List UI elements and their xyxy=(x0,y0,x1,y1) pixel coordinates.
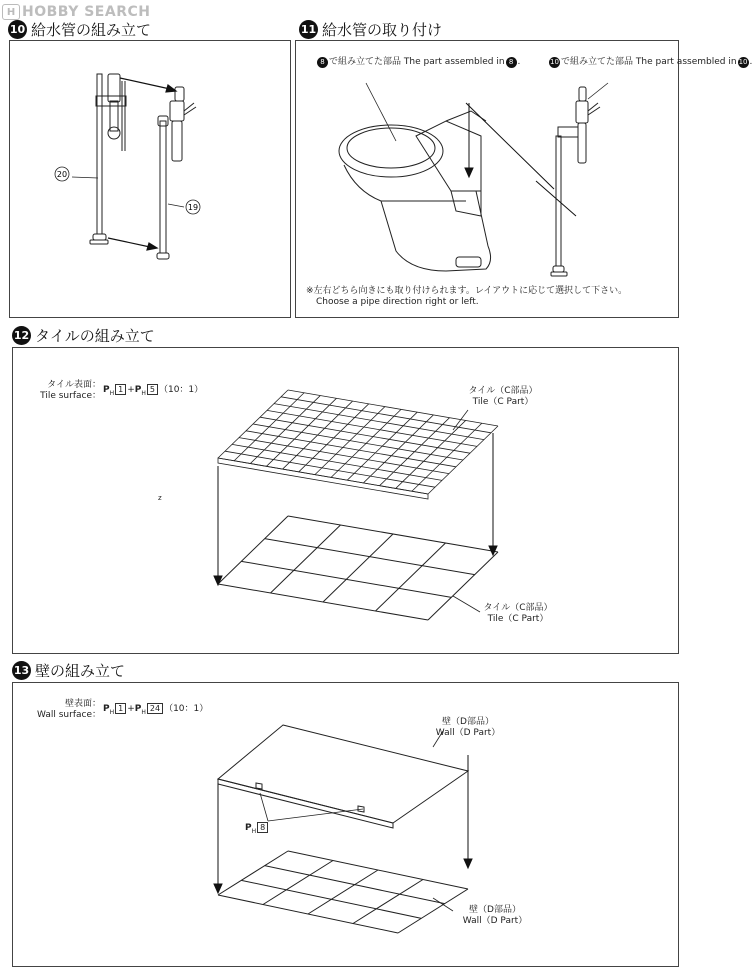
step-10-title: 給水管の組み立て xyxy=(31,21,152,39)
note-jp: ※左右どちら向きにも取り付けられます。レイアウトに応じて選択して下さい。 xyxy=(306,286,628,296)
ph-sub: H xyxy=(109,389,115,397)
wall-tab-left xyxy=(256,783,262,789)
wall-bottom-jp: 壁（D部品） xyxy=(469,905,521,915)
tile-edge xyxy=(218,458,428,499)
stray-mark: z xyxy=(158,494,162,502)
tile-frame-row-line xyxy=(265,539,475,575)
tile-surface-jp: タイル表面： xyxy=(47,380,101,390)
wall-ph-sub: H xyxy=(109,708,115,716)
toilet-assembly-diagram xyxy=(296,41,678,317)
wall-mid-paint xyxy=(245,822,269,837)
tile-frame-row-line xyxy=(218,584,428,620)
step-13-panel xyxy=(12,682,679,967)
paint-ref-b: 5 xyxy=(147,384,158,395)
wall-plate xyxy=(218,725,468,823)
wall-bottom-en: Wall（D Part） xyxy=(462,916,528,926)
wall-top-label xyxy=(418,717,518,739)
tile-bottom-en: Tile（C Part） xyxy=(487,614,549,624)
wall-paint-ref-a: 1 xyxy=(115,703,126,714)
step-12-heading xyxy=(12,325,155,346)
assembled-10-jp: で組み立てた部品 xyxy=(561,57,634,67)
ref-8-icon-en: 8 xyxy=(506,57,517,68)
water-pipe-diagram xyxy=(10,41,290,317)
wall-bottom-label xyxy=(445,905,545,927)
wall-surface-label xyxy=(23,699,101,721)
tile-row-line xyxy=(246,431,456,467)
step-11-number: 11 xyxy=(299,20,318,39)
tile-frame-row-line xyxy=(288,516,498,552)
ph-prefix: P xyxy=(103,385,110,395)
tile-frame-row-line xyxy=(241,561,451,597)
assembled-8-label: 8 で組み立てた部品 The part assembled in 8 . xyxy=(316,57,520,68)
step-11-heading xyxy=(299,19,442,40)
wall-surface-en: Wall surface： xyxy=(37,710,101,720)
step-12-title: タイルの組み立て xyxy=(35,327,155,345)
step-12-panel xyxy=(12,347,679,654)
note-en: Choose a pipe direction right or left. xyxy=(316,297,479,307)
wall-frame-row-line xyxy=(265,866,445,904)
step-13-title: 壁の組み立て xyxy=(35,662,126,680)
ph-prefix-b: P xyxy=(134,385,142,395)
part-label-20: 20 xyxy=(56,170,68,179)
wall-frame-row-line xyxy=(241,880,421,918)
mix-ratio: （10：1） xyxy=(158,385,204,395)
wall-ph-prefix-b: P xyxy=(134,704,142,714)
tile-bottom-label xyxy=(468,603,568,625)
part-label-19: 19 xyxy=(187,203,199,212)
step-10-heading xyxy=(8,19,151,40)
tile-frame-col-line xyxy=(271,525,341,593)
step-11-title: 給水管の取り付け xyxy=(322,21,443,39)
wall-plate-edge xyxy=(218,779,393,828)
wall-paint-spec xyxy=(103,703,208,718)
tile-paint-spec xyxy=(103,384,203,399)
tile-surface-label xyxy=(23,380,101,402)
step-13-heading xyxy=(12,660,125,681)
mid-paint-ref: 8 xyxy=(257,822,268,833)
plus-sign: + xyxy=(127,385,135,395)
tile-row-line xyxy=(239,438,449,474)
tile-frame-col-line xyxy=(323,534,393,602)
ref-8-icon: 8 xyxy=(317,57,328,68)
watermark-text: HOBBY SEARCH xyxy=(22,4,151,20)
watermark-logo-icon: H xyxy=(2,4,20,20)
step-13-number: 13 xyxy=(12,661,31,680)
tile-row-line xyxy=(260,417,470,453)
tile-frame-col-line xyxy=(376,543,446,611)
wall-frame-row-line xyxy=(218,895,398,933)
assembled-10-label xyxy=(548,57,752,68)
wall-frame-row-line xyxy=(288,851,468,889)
wall-surface-jp: 壁表面： xyxy=(64,699,101,709)
tile-top-en: Tile（C Part） xyxy=(472,397,534,407)
paint-ref-a: 1 xyxy=(115,384,126,395)
wall-top-en: Wall（D Part） xyxy=(435,728,501,738)
ref-10-icon-en: 10 xyxy=(738,58,748,66)
tile-top-label xyxy=(453,386,553,408)
tile-row-line xyxy=(274,404,484,440)
mid-ph-sub: H xyxy=(251,827,257,835)
tile-bottom-jp: タイル（C部品） xyxy=(483,603,553,613)
wall-top-jp: 壁（D部品） xyxy=(442,717,494,727)
step-10-number: 10 xyxy=(8,20,27,39)
ph-sub-b: H xyxy=(141,389,146,397)
pipe-direction-note xyxy=(306,286,627,308)
wall-ph-sub-b: H xyxy=(141,708,146,716)
tile-surface-en: Tile surface： xyxy=(40,391,101,401)
tile-row-line xyxy=(267,410,477,446)
tile-row-line xyxy=(253,424,463,460)
wall-assembly-diagram xyxy=(13,683,678,966)
tile-frame-col-line xyxy=(218,516,288,584)
tile-row-line xyxy=(232,444,442,480)
assembled-10-en: The part assembled in xyxy=(635,57,737,67)
wall-paint-ref-b: 24 xyxy=(147,703,163,714)
wall-mix-ratio: （10：1） xyxy=(164,704,209,714)
mid-ph-prefix: P xyxy=(245,823,252,833)
step-10-panel xyxy=(9,40,291,318)
wall-plus-sign: + xyxy=(127,704,135,714)
ref-10-icon: 10 xyxy=(550,58,559,66)
step-12-number: 12 xyxy=(12,326,31,345)
assembled-8-jp: で組み立てた部品 xyxy=(329,57,402,67)
tile-top-jp: タイル（C部品） xyxy=(468,386,538,396)
step-11-panel xyxy=(295,40,748,318)
wall-ph-prefix: P xyxy=(103,704,110,714)
assembled-8-en: The part assembled in xyxy=(403,57,505,67)
